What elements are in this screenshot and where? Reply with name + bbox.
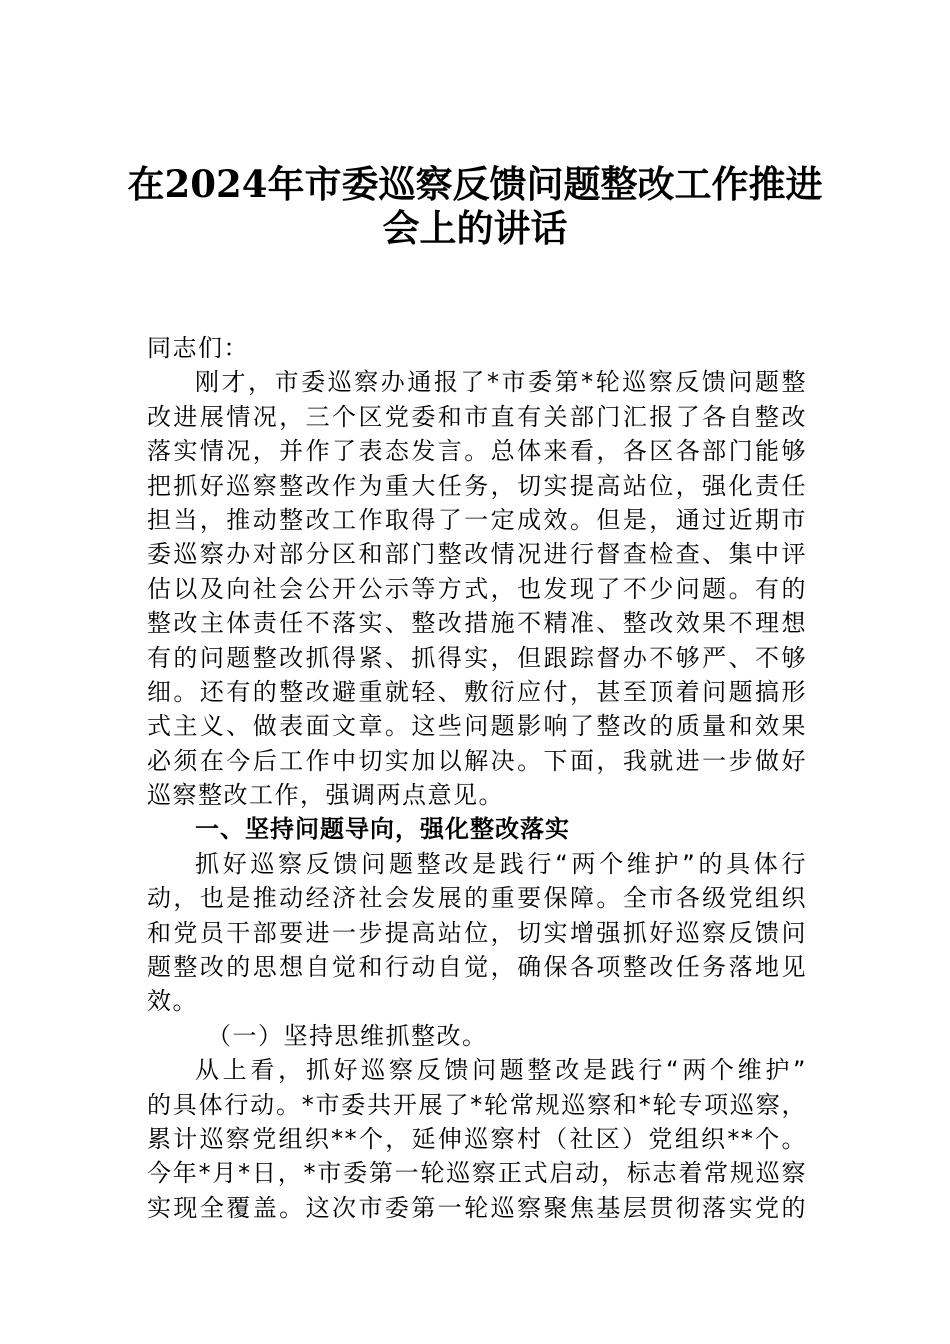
paragraph-line: 有的问题整改抓得紧、抓得实，但跟踪督办不够严、不够 (147, 643, 807, 672)
paragraph-line: 今年*月*日，*市委第一轮巡察正式启动，标志着常规巡察 (147, 1159, 807, 1188)
paragraph-line: 动，也是推动经济社会发展的重要保障。全市各级党组织 (147, 884, 807, 913)
subsection-heading: （一）坚持思维抓整改。 (207, 1021, 488, 1050)
document-title-line-2: 会上的讲话 (382, 206, 568, 250)
paragraph-line: 必须在今后工作中切实加以解决。下面，我就进一步做好 (147, 746, 807, 775)
paragraph-line: 担当，推动整改工作取得了一定成效。但是，通过近期市 (147, 505, 807, 534)
paragraph-line: 抓好巡察反馈问题整改是践行“两个维护”的具体行 (195, 849, 807, 878)
paragraph-line: 累计巡察党组织**个，延伸巡察村（社区）党组织**个。 (147, 1124, 807, 1153)
salutation: 同志们： (147, 334, 249, 362)
paragraph-line: 改进展情况，三个区党委和市直有关部门汇报了各自整改 (147, 402, 807, 431)
section-heading: 一、坚持问题导向，强化整改落实 (195, 815, 570, 844)
paragraph-line: 从上看，抓好巡察反馈问题整改是践行“两个维护” (195, 1056, 807, 1085)
paragraph-line: 委巡察办对部分区和部门整改情况进行督查检查、集中评 (147, 540, 807, 569)
paragraph-line: 和党员干部要进一步提高站位，切实增强抓好巡察反馈问 (147, 918, 807, 947)
paragraph-line: 整改主体责任不落实、整改措施不精准、整改效果不理想 (147, 609, 807, 638)
document-title-line-1: 在2024年市委巡察反馈问题整改工作推进 (127, 162, 823, 206)
paragraph-line: 的具体行动。*市委共开展了*轮常规巡察和*轮专项巡察， (147, 1090, 807, 1119)
paragraph-line: 把抓好巡察整改作为重大任务，切实提高站位，强化责任 (147, 471, 807, 500)
paragraph-line: 估以及向社会公开公示等方式，也发现了不少问题。有的 (147, 574, 807, 603)
paragraph-line: 落实情况，并作了表态发言。总体来看，各区各部门能够 (147, 437, 807, 466)
paragraph-line: 细。还有的整改避重就轻、敷衍应付，甚至顶着问题搞形 (147, 677, 807, 706)
paragraph-line: 实现全覆盖。这次市委第一轮巡察聚焦基层贯彻落实党的 (147, 1193, 807, 1222)
paragraph-line: 题整改的思想自觉和行动自觉，确保各项整改任务落地见 (147, 953, 807, 982)
paragraph-line: 巡察整改工作，强调两点意见。 (147, 781, 504, 810)
paragraph-line: 效。 (147, 987, 198, 1016)
document-body (147, 331, 807, 1225)
paragraph-line: 刚才，市委巡察办通报了*市委第*轮巡察反馈问题整 (195, 368, 807, 397)
paragraph-line: 式主义、做表面文章。这些问题影响了整改的质量和效果 (147, 712, 807, 741)
